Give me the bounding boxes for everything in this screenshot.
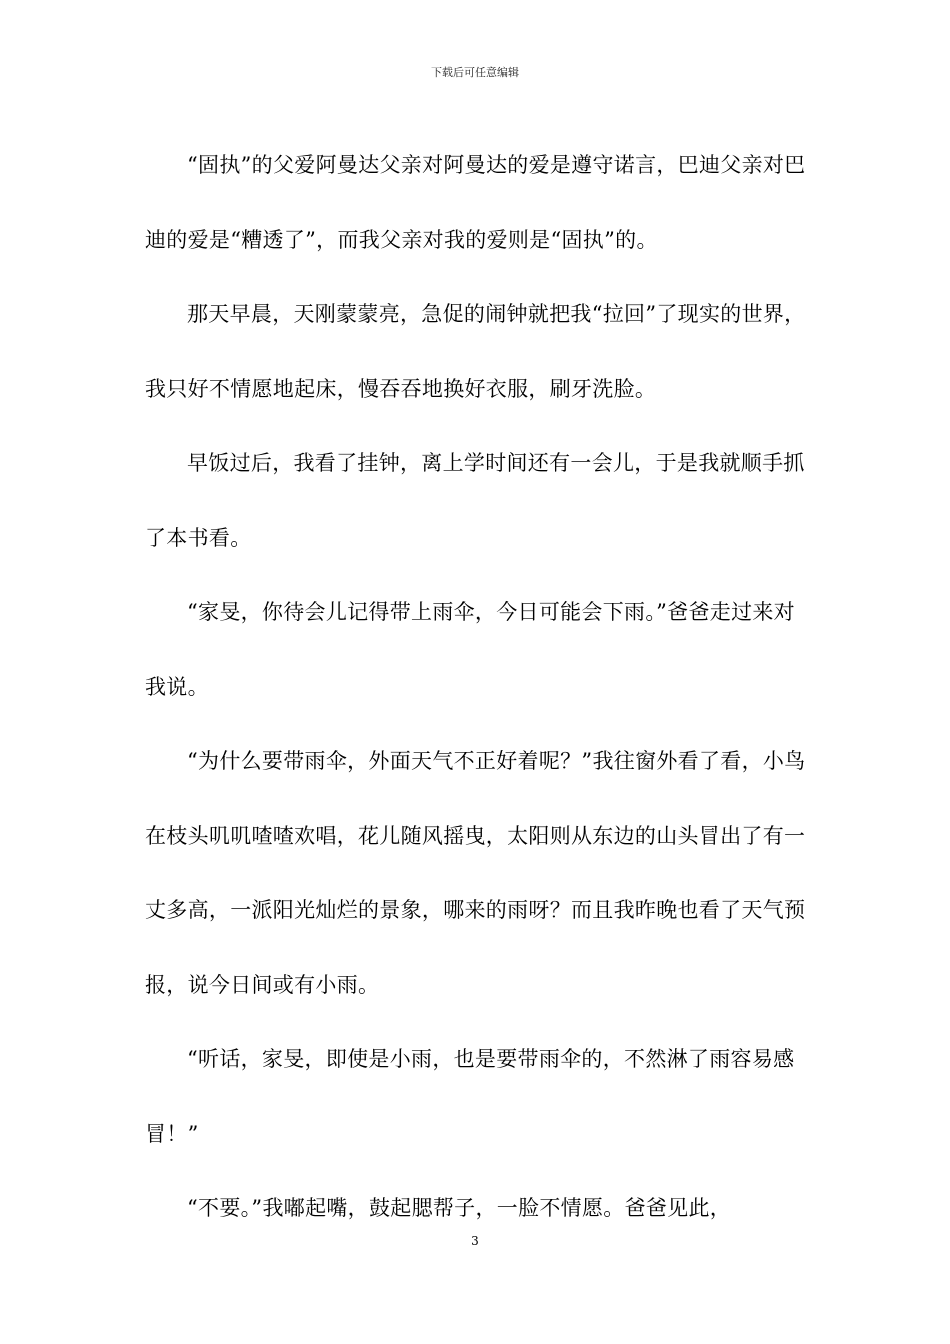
paragraph-4: “家旻，你待会儿记得带上雨伞，今日可能会下雨。”爸爸走过来对我说。 [145, 600, 795, 699]
page-header: 下载后可任意编辑 [431, 66, 519, 79]
page-number: 3 [471, 1234, 479, 1248]
document-body [145, 128, 810, 1246]
paragraph-2: 那天早晨，天刚蒙蒙亮，急促的闹钟就把我“拉回”了现实的世界，我只好不情愿地起床，慢吞吞地换好衣服，刷牙洗脸。 [145, 302, 806, 401]
paragraph-3: 早饭过后，我看了挂钟，离上学时间还有一会儿，于是我就顺手抓了本书看。 [145, 451, 805, 550]
paragraph-1: “固执”的父爱阿曼达父亲对阿曼达的爱是遵守诺言，巴迪父亲对巴迪的爱是“糟透了”，而我父亲对我的爱则是“固执”的。 [145, 153, 806, 252]
paragraph-6: “听话，家旻，即使是小雨，也是要带雨伞的，不然淋了雨容易感冒！” [145, 1047, 795, 1146]
paragraph-7: “不要。”我嘟起嘴，鼓起腮帮子，一脸不情愿。爸爸见此， [187, 1196, 732, 1220]
paragraph-5: “为什么要带雨伞，外面天气不正好着呢？”我往窗外看了看，小鸟在枝头叽叽喳喳欢唱，花儿随风摇曳，太阳则从东边的山头冒出了有一丈多高，一派阳光灿烂的景象，哪来的雨呀？而且我昨晚也看了天气预报，说今日间或有小雨。 [145, 749, 806, 997]
